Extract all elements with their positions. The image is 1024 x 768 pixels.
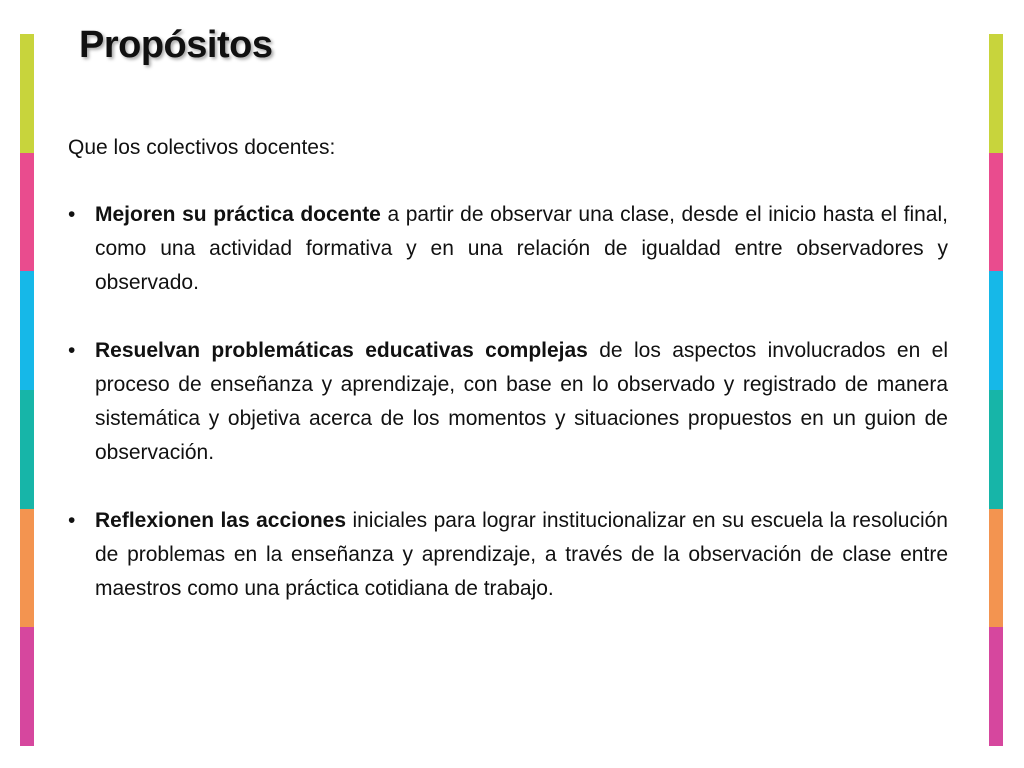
bullet-icon: • bbox=[68, 509, 76, 532]
left-color-stripe bbox=[20, 34, 34, 746]
stripe-segment bbox=[20, 390, 34, 509]
intro-text: Que los colectivos docentes: bbox=[68, 136, 336, 159]
stripe-segment bbox=[989, 153, 1003, 272]
purpose-item-bold: Mejoren su práctica docente bbox=[95, 203, 381, 226]
stripe-segment bbox=[20, 627, 34, 746]
stripe-segment bbox=[20, 153, 34, 272]
purpose-item bbox=[68, 334, 948, 470]
stripe-segment bbox=[989, 627, 1003, 746]
stripe-segment bbox=[20, 271, 34, 390]
purpose-item-bold: Resuelvan problemáticas educativas complejas bbox=[95, 339, 588, 362]
purpose-item-text: a partir de observar una clase, desde el inicio hasta el final, como una actividad formativa y en una relación de igualdad entre observadores y observado. bbox=[95, 203, 948, 294]
purpose-item bbox=[68, 198, 948, 300]
stripe-segment bbox=[989, 509, 1003, 628]
stripe-segment bbox=[20, 34, 34, 153]
stripe-segment bbox=[989, 34, 1003, 153]
bullet-icon: • bbox=[68, 203, 76, 226]
purpose-item bbox=[68, 504, 948, 606]
purpose-item-text: iniciales para lograr institucionalizar en su escuela la resolución de problemas en la enseñanza y aprendizaje, a través de la observación de clase entre maestros como una práctica cotidiana de trabajo. bbox=[95, 509, 948, 600]
slide-title: Propósitos bbox=[79, 24, 273, 66]
purpose-item-bold: Reflexionen las acciones bbox=[95, 509, 346, 532]
stripe-segment bbox=[989, 390, 1003, 509]
right-color-stripe bbox=[989, 34, 1003, 746]
stripe-segment bbox=[20, 509, 34, 628]
purpose-list bbox=[68, 198, 948, 606]
bullet-icon: • bbox=[68, 339, 76, 362]
purpose-item-text: de los aspectos involucrados en el proceso de enseñanza y aprendizaje, con base en lo observado y registrado de manera sistemática y objetiva acerca de los momentos y situaciones propuestos en un guion de observación. bbox=[95, 339, 948, 464]
stripe-segment bbox=[989, 271, 1003, 390]
